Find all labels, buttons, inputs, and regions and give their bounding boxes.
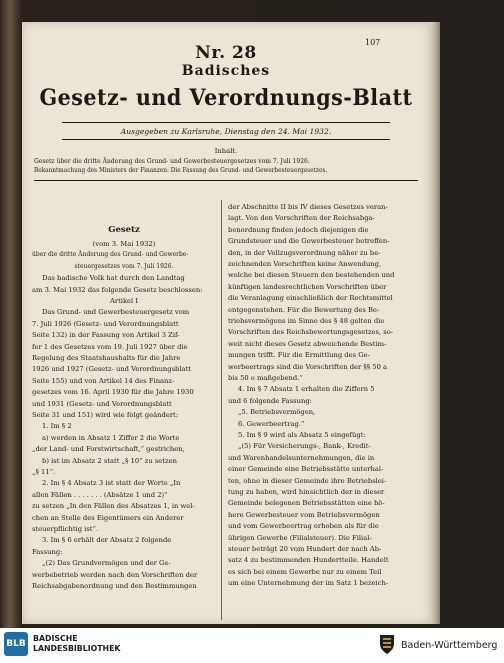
text-line: 1926 und 1927 (Gesetz- und Verordnungsblatt [32,365,191,374]
text-line: es sich bei einem Gewerbe nur zu einem Teil [228,567,382,576]
text-line: und 6 folgende Fassung: [228,396,312,405]
text-line: 1. Im § 2 [42,422,72,431]
text-line: Seite 132) in der Fassung von Artikel 3 Zif- [32,331,180,340]
text-line: (vom 3. Mai 1932) [92,240,156,248]
text-line: „(5) Für Versicherungs-, Bank-, Kredit- [238,442,371,451]
text-line: 7. Juli 1926 (Gesetz- und Verordnungsblatt [32,319,179,328]
text-line: tung zu haben, wird hinsichtlich der in dieser [228,488,385,496]
library-name-line1: BADISCHE [33,634,78,643]
text-line: b) ist im Absatz 2 statt „§ 10“ zu setzen [42,456,177,465]
text-line: „der Land- und Forstwirtschaft,“ gestrichen, [32,445,185,454]
text-line: steuer beträgt 20 vom Hundert der nach Ab- [228,545,382,553]
blb-logo: BLB [4,632,28,656]
text-line: satz 4 zu bestimmenden Hundertteile. Handelt [228,556,389,565]
text-line: 5. Im § 9 wird als Absatz 5 eingefügt: [238,431,366,439]
text-line: zu setzen „In den Fällen des Absatzes 1, in wel- [32,502,195,511]
document-page [22,22,430,624]
library-name-line2: LANDESBIBLIOTHEK [33,644,121,653]
contents-item: Bekanntmachung des Ministers der Finanzen: Die Fassung des Grund- und Gewerbesteuergesetzes. [34,167,328,174]
text-line: der Abschnitte II bis IV dieses Gesetzes veran- [228,203,388,211]
text-line: steuerpflichtig ist“. [32,525,99,533]
text-line: Seite 155) und von Artikel 14 des Finanz- [32,376,175,385]
page-number: 107 [365,38,381,47]
text-line: und 1931 (Gesetz- und Verordnungsblatt [32,399,172,408]
text-line: über die dritte Änderung des Grund- und Gewerbe- [32,251,189,259]
text-line: am 3. Mai 1932 das folgende Gesetz beschlossen: [32,285,203,294]
text-line: „5. Betriebsvermögen, [238,408,316,417]
text-line: einer Gemeinde eine Betriebsstätte unterhal- [228,465,384,474]
text-line: zeichnenden Vorschriften keine Anwendung, [228,260,382,268]
text-line: und vom Gewerbeertrag erhoben als für die [228,522,379,531]
text-line: mungen trifft. Für die Ermittlung des Ge- [228,351,370,360]
page-edge [430,22,440,624]
text-line: Das badische Volk hat durch den Landtag [42,274,185,283]
masthead-title: Gesetz- und Verordnungs-Blatt [39,85,413,111]
text-line: Gemeinde belegenen Betriebsstätten eine hö- [228,499,385,508]
text-line: Vorschriften des Reichsbewertungsgesetzes, so- [228,328,394,337]
text-line: weit nicht dieses Gesetz abweichende Bestim- [228,339,387,348]
masthead-state: Badisches [181,63,271,79]
text-line: Regelung des Staatshaushalts für die Jahre [32,354,181,362]
text-line: a) werden in Absatz 1 Ziffer 2 die Worte [42,433,180,442]
text-line: Grundsteuer und die Gewerbesteuer betreffen- [228,237,390,246]
text-line: 3. Im § 6 erhält der Absatz 2 folgende [42,536,172,545]
text-line: den, in der Vollzugsverordnung näher zu be- [228,248,381,257]
masthead-rule-top [62,122,390,123]
masthead-rule-bottom [62,139,390,140]
text-line: benordnung finden jedoch diejenigen die [228,225,369,234]
text-line: lagt. Von den Vorschriften der Reichsabga- [228,214,375,223]
text-line: 4. Im § 7 Absatz 1 erhalten die Ziffern 5 [238,385,375,394]
text-line: chen an Stelle des Eigentümers ein Anderer [32,513,184,522]
text-line: Seite 31 und 151) wird wie folgt geändert: [32,411,179,419]
state-name: Baden-Württemberg [401,640,498,651]
section-heading: Gesetz [108,225,140,235]
state-coat-of-arms-icon [378,633,396,655]
text-line: 2. Im § 4 Absatz 3 ist statt der Worte „In [42,479,181,488]
text-line: die Veranlagung einschließlich der Rechtsmittel [228,294,393,303]
text-line: Fassung: [32,547,63,556]
text-line: ten, ohne in dieser Gemeinde ihre Betriebslei- [228,476,387,485]
text-line: Artikel I [109,297,139,305]
text-line: gesetzes vom 16. April 1930 für die Jahre 1930 [32,388,194,397]
library-name [33,634,120,654]
text-line: um eine Unternehmung der im Satz 1 bezeich- [228,579,389,588]
text-line: welche bei diesen Steuern den bestehenden und [228,271,395,280]
text-line: entgegenstehen. Für die Bewertung des Be- [228,305,380,314]
text-line: „(2) Das Grundvermögen und der Ge- [42,559,171,568]
contents-heading: Inhalt. [214,147,238,155]
text-line: werbebetrieb werden nach den Vorschriften der [32,570,198,579]
text-line: übrigen Gewerbe (Filialsteuer). Die Filial- [228,533,372,542]
text-line: fer 1 des Gesetzes vom 19. Juli 1927 über die [32,342,188,351]
text-line: allen Fällen . . . . . . . (Absätze 1 und 2)“ [32,490,168,499]
text-line: „§ 11“. [32,468,56,476]
issue-number: Nr. 28 [195,43,257,63]
text-line: bis 50 e maßgebend.“ [228,374,303,382]
contents-rule [34,180,418,181]
column-divider [221,200,222,620]
text-line: werbeertrags sind die Vorschriften der §§ 50 a [228,362,388,371]
text-line: triebsvermögens im Sinne des § 48 gelten die [228,317,385,325]
text-line: künftigen landesrechtlichen Vorschriften über [228,282,387,291]
text-line: steuergesetzes vom 7. Juli 1926. [74,262,174,270]
text-line: und Warenhandelsunternehmungen, die in [228,453,375,462]
issue-date-line: Ausgegeben zu Karlsruhe, Dienstag den 24. Mai 1932. [120,127,332,136]
text-line: Reichsabgabenordnung und den Bestimmungen [32,582,197,590]
text-line: Das Grund- und Gewerbesteuergesetz vom [42,308,190,317]
text-line: here Gewerbesteuer vom Betriebsvermögen [228,510,380,519]
text-line: 6. Gewerbeertrag.“ [238,419,305,428]
contents-item: Gesetz über die dritte Änderung des Grund- und Gewerbesteuergesetzes vom 7. Juli 1926. [34,158,310,165]
